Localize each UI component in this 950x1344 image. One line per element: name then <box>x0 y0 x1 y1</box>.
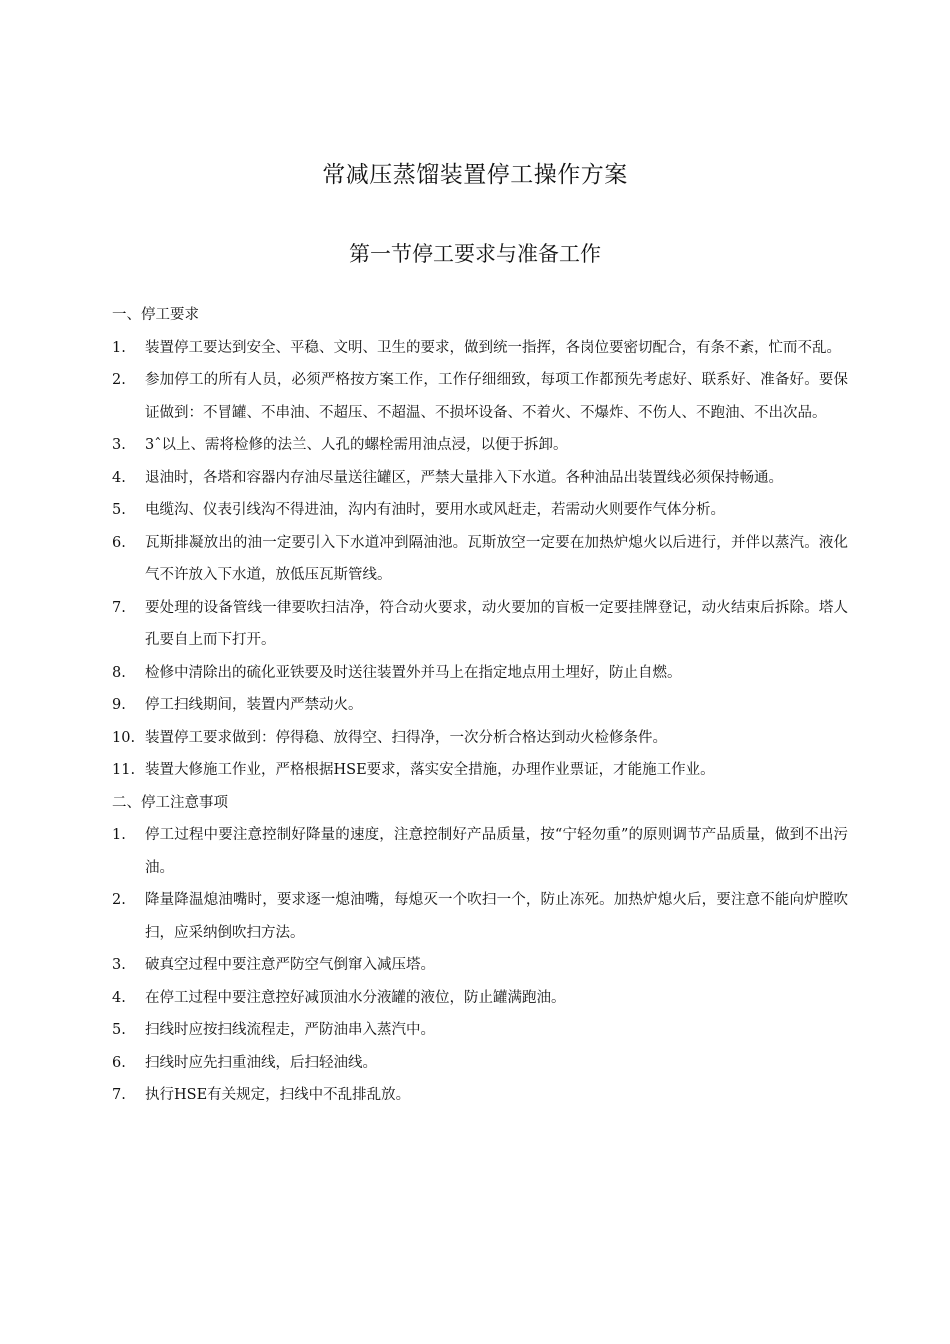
list-item <box>112 364 848 429</box>
list-item-number: 11. <box>112 762 136 778</box>
list-item-number: 3. <box>112 957 126 973</box>
list-item-number: 7. <box>112 1087 126 1103</box>
list-item <box>112 1014 848 1047</box>
list-item <box>112 884 848 949</box>
list-item-number: 6. <box>112 1054 126 1071</box>
list-item <box>112 462 848 495</box>
list-item-text: 瓦斯排凝放出的油一定要引入下水道冲到隔油池。瓦斯放空一定要在加热炉熄火以后进行，并伴以蒸汽。液化气不许放入下水道，放低压瓦斯管线。 <box>145 534 848 583</box>
list-item-text: 扫线时应按扫线流程走，严防油串入蒸汽中。 <box>145 1022 435 1038</box>
list-item-text: 3ˆ以上、需将检修的法兰、人孔的螺栓需用油点浸，以便于拆卸。 <box>145 437 568 453</box>
list-item <box>112 494 848 527</box>
group-heading-requirements: 一、停工要求 <box>112 307 199 323</box>
list-item-text: 在停工过程中要注意控好减顶油水分液罐的液位，防止罐满跑油。 <box>145 989 566 1006</box>
precautions-list <box>112 819 848 1112</box>
list-item-number: 10. <box>112 729 136 746</box>
list-item <box>112 332 848 365</box>
list-item-text: 执行HSE有关规定，扫线中不乱排乱放。 <box>145 1087 411 1103</box>
list-item <box>112 722 848 755</box>
list-item-text: 破真空过程中要注意严防空气倒窜入减压塔。 <box>145 957 435 973</box>
list-item-number: 3. <box>112 437 126 453</box>
list-item-text: 退油时，各塔和容器内存油尽量送往罐区，严禁大量排入下水道。各种油品出装置线必须保持畅通。 <box>145 469 783 486</box>
list-item-number: 2. <box>112 372 126 388</box>
list-item-number: 8. <box>112 664 126 681</box>
list-item-text: 装置停工要求做到：停得稳、放得空、扫得净，一次分析合格达到动火检修条件。 <box>145 729 667 746</box>
list-item-number: 1. <box>112 339 126 356</box>
list-item-number: 6. <box>112 534 126 551</box>
list-item <box>112 689 848 722</box>
list-item-number: 5. <box>112 1022 126 1038</box>
list-item-text: 扫线时应先扫重油线，后扫轻油线。 <box>145 1054 377 1071</box>
list-item-number: 2. <box>112 892 126 908</box>
list-item-number: 4. <box>112 469 126 486</box>
document-body <box>112 299 848 1112</box>
list-item <box>112 429 848 462</box>
requirements-list <box>112 332 848 787</box>
list-item-text: 装置大修施工作业，严格根据HSE要求，落实安全措施，办理作业票证，才能施工作业。 <box>145 762 715 778</box>
list-item-number: 5. <box>112 502 126 518</box>
list-item <box>112 754 848 787</box>
section-title: 第一节停工要求与准备工作 <box>349 242 601 266</box>
list-item-text: 要处理的设备管线一律要吹扫洁净，符合动火要求，动火要加的盲板一定要挂牌登记，动火结束后拆除。塔人孔要自上而下打开。 <box>145 599 848 648</box>
document-title: 常减压蒸馏装置停工操作方案 <box>322 162 628 188</box>
list-item-number: 9. <box>112 697 126 713</box>
list-item <box>112 819 848 884</box>
group-heading-precautions: 二、停工注意事项 <box>112 794 228 811</box>
list-item <box>112 527 848 592</box>
list-item-number: 1. <box>112 827 126 843</box>
list-item-text: 参加停工的所有人员，必须严格按方案工作，工作仔细细致，每项工作都预先考虑好、联系好、准备好。要保证做到：不冒罐、不串油、不超压、不超温、不损坏设备、不着火、不爆炸、不伤人、不跑油、不出次品。 <box>145 372 848 421</box>
list-item <box>112 1047 848 1080</box>
list-item <box>112 1079 848 1112</box>
list-item <box>112 657 848 690</box>
list-item-text: 停工扫线期间，装置内严禁动火。 <box>145 697 363 713</box>
list-item-text: 降量降温熄油嘴时，要求逐一熄油嘴，每熄灭一个吹扫一个，防止冻死。加热炉熄火后，要注意不能向炉膛吹扫，应采纳倒吹扫方法。 <box>145 892 848 941</box>
list-item-text: 停工过程中要注意控制好降量的速度，注意控制好产品质量，按“宁轻勿重”的原则调节产品质量，做到不出污油。 <box>145 827 848 876</box>
list-item <box>112 592 848 657</box>
list-item-text: 装置停工要达到安全、平稳、文明、卫生的要求，做到统一指挥，各岗位要密切配合，有条不紊，忙而不乱。 <box>145 339 841 356</box>
list-item-number: 4. <box>112 989 126 1006</box>
list-item-text: 电缆沟、仪表引线沟不得进油，沟内有油时，要用水或风赶走，若需动火则要作气体分析。 <box>145 502 725 518</box>
list-item-number: 7. <box>112 599 126 616</box>
list-item <box>112 949 848 982</box>
list-item <box>112 982 848 1015</box>
list-item-text: 检修中清除出的硫化亚铁要及时送往装置外并马上在指定地点用土埋好，防止自燃。 <box>145 664 682 681</box>
